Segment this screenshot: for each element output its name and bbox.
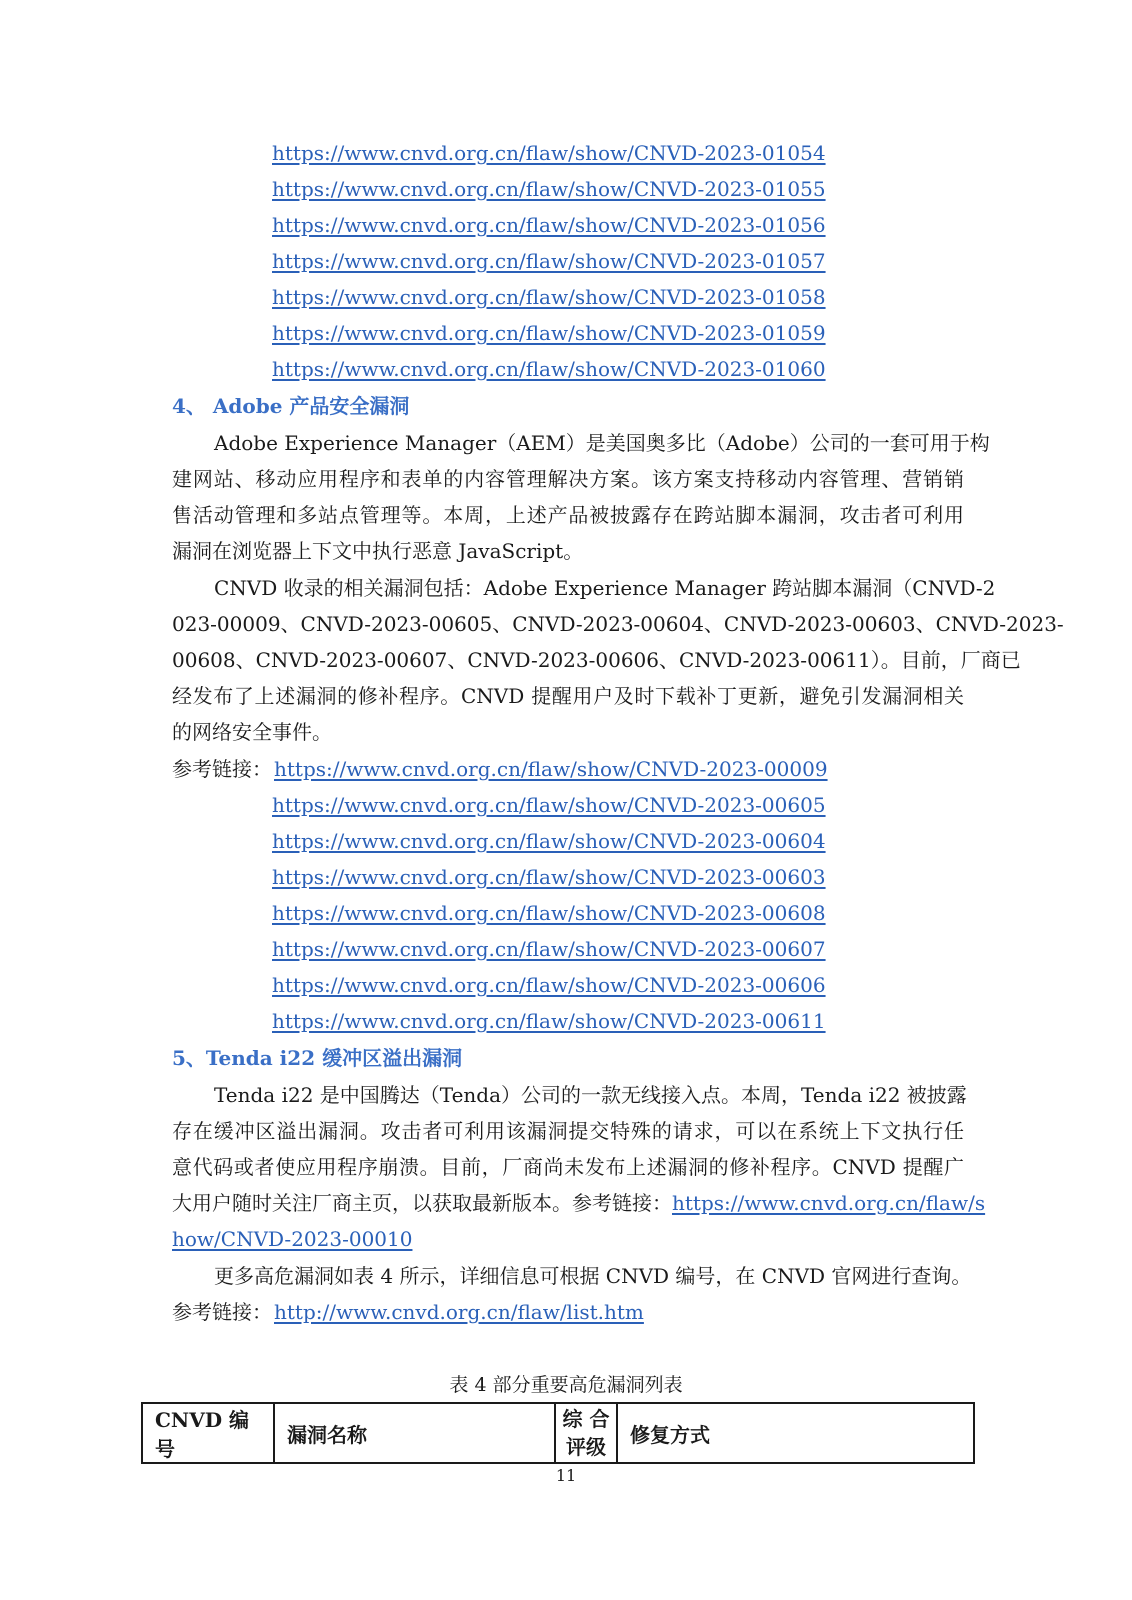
reference-label: 参考链接： [172, 1300, 272, 1324]
reference-link[interactable]: https://www.cnvd.org.cn/flaw/show/CNVD-2023-01058 [272, 285, 826, 309]
section-heading-adobe: 4、 Adobe 产品安全漏洞 [172, 394, 410, 418]
paragraph-line: 售活动管理和多站点管理等。本周，上述产品被披露存在跨站脚本漏洞，攻击者可利用 [172, 503, 964, 527]
reference-link[interactable]: https://www.cnvd.org.cn/flaw/show/CNVD-2023-01056 [272, 213, 826, 237]
paragraph-line: 经发布了上述漏洞的修补程序。CNVD 提醒用户及时下载补丁更新，避免引发漏洞相关 [172, 684, 964, 708]
reference-link[interactable]: https://www.cnvd.org.cn/flaw/show/CNVD-2023-00603 [272, 865, 826, 889]
reference-link[interactable]: https://www.cnvd.org.cn/flaw/show/CNVD-2023-00009 [274, 757, 828, 781]
reference-link[interactable]: https://www.cnvd.org.cn/flaw/show/CNVD-2023-01055 [272, 177, 826, 201]
header-rating [555, 1403, 617, 1463]
vulnerability-table [141, 1402, 975, 1464]
reference-link[interactable]: https://www.cnvd.org.cn/flaw/show/CNVD-2023-00611 [272, 1009, 826, 1033]
reference-link[interactable]: https://www.cnvd.org.cn/flaw/show/CNVD-2023-00604 [272, 829, 826, 853]
paragraph-line: Tenda i22 是中国腾达（Tenda）公司的一款无线接入点。本周，Tenda i22 被披露 [214, 1083, 967, 1107]
reference-link[interactable]: https://www.cnvd.org.cn/flaw/show/CNVD-2023-01059 [272, 321, 826, 345]
paragraph-line: 023-00009、CNVD-2023-00605、CNVD-2023-00604、CNVD-2023-00603、CNVD-2023- [172, 612, 1064, 636]
header-rating-line: 评级 [566, 1435, 606, 1459]
paragraph-line: 的网络安全事件。 [172, 720, 332, 744]
table-caption: 表 4 部分重要高危漏洞列表 [449, 1374, 683, 1396]
reference-link[interactable]: https://www.cnvd.org.cn/flaw/show/CNVD-2023-00605 [272, 793, 826, 817]
reference-link[interactable]: https://www.cnvd.org.cn/flaw/show/CNVD-2023-01060 [272, 357, 826, 381]
paragraph-line: 存在缓冲区溢出漏洞。攻击者可利用该漏洞提交特殊的请求，可以在系统上下文执行任 [172, 1119, 964, 1143]
header-fix-method: 修复方式 [617, 1403, 974, 1463]
table-header-row [142, 1403, 974, 1463]
page-number: 11 [555, 1466, 577, 1485]
paragraph-line: 漏洞在浏览器上下文中执行恶意 JavaScript。 [172, 539, 584, 563]
section-heading-tenda: 5、Tenda i22 缓冲区溢出漏洞 [172, 1046, 463, 1070]
paragraph-line [172, 1188, 986, 1218]
reference-link[interactable]: https://www.cnvd.org.cn/flaw/show/CNVD-2023-00606 [272, 973, 826, 997]
paragraph-line: CNVD 收录的相关漏洞包括：Adobe Experience Manager 跨站脚本漏洞（CNVD-2 [214, 576, 996, 600]
reference-link[interactable]: https://www.cnvd.org.cn/flaw/s [672, 1191, 986, 1215]
reference-label: 参考链接： [172, 757, 272, 781]
paragraph-text: 大用户随时关注厂商主页，以获取最新版本。参考链接： [172, 1191, 672, 1215]
header-rating-line: 综 合 [562, 1407, 610, 1431]
reference-link[interactable]: https://www.cnvd.org.cn/flaw/show/CNVD-2023-01054 [272, 141, 826, 165]
paragraph-line: Adobe Experience Manager（AEM）是美国奥多比（Adobe）公司的一套可用于构 [214, 431, 990, 455]
header-cnvd-id: CNVD 编号 [142, 1403, 274, 1463]
reference-link[interactable]: https://www.cnvd.org.cn/flaw/show/CNVD-2023-01057 [272, 249, 826, 273]
header-vuln-name: 漏洞名称 [274, 1403, 555, 1463]
reference-link[interactable]: http://www.cnvd.org.cn/flaw/list.htm [274, 1300, 644, 1324]
paragraph-line: 00608、CNVD-2023-00607、CNVD-2023-00606、CNVD-2023-00611）。目前，厂商已 [172, 648, 1021, 672]
reference-link-continued[interactable]: how/CNVD-2023-00010 [172, 1227, 413, 1251]
reference-link[interactable]: https://www.cnvd.org.cn/flaw/show/CNVD-2023-00608 [272, 901, 826, 925]
paragraph-line: 建网站、移动应用程序和表单的内容管理解决方案。该方案支持移动内容管理、营销销 [172, 467, 964, 491]
paragraph-line: 更多高危漏洞如表 4 所示，详细信息可根据 CNVD 编号，在 CNVD 官网进行查询。 [214, 1264, 972, 1288]
reference-link[interactable]: https://www.cnvd.org.cn/flaw/show/CNVD-2023-00607 [272, 937, 826, 961]
paragraph-line: 意代码或者使应用程序崩溃。目前，厂商尚未发布上述漏洞的修补程序。CNVD 提醒广 [172, 1155, 964, 1179]
